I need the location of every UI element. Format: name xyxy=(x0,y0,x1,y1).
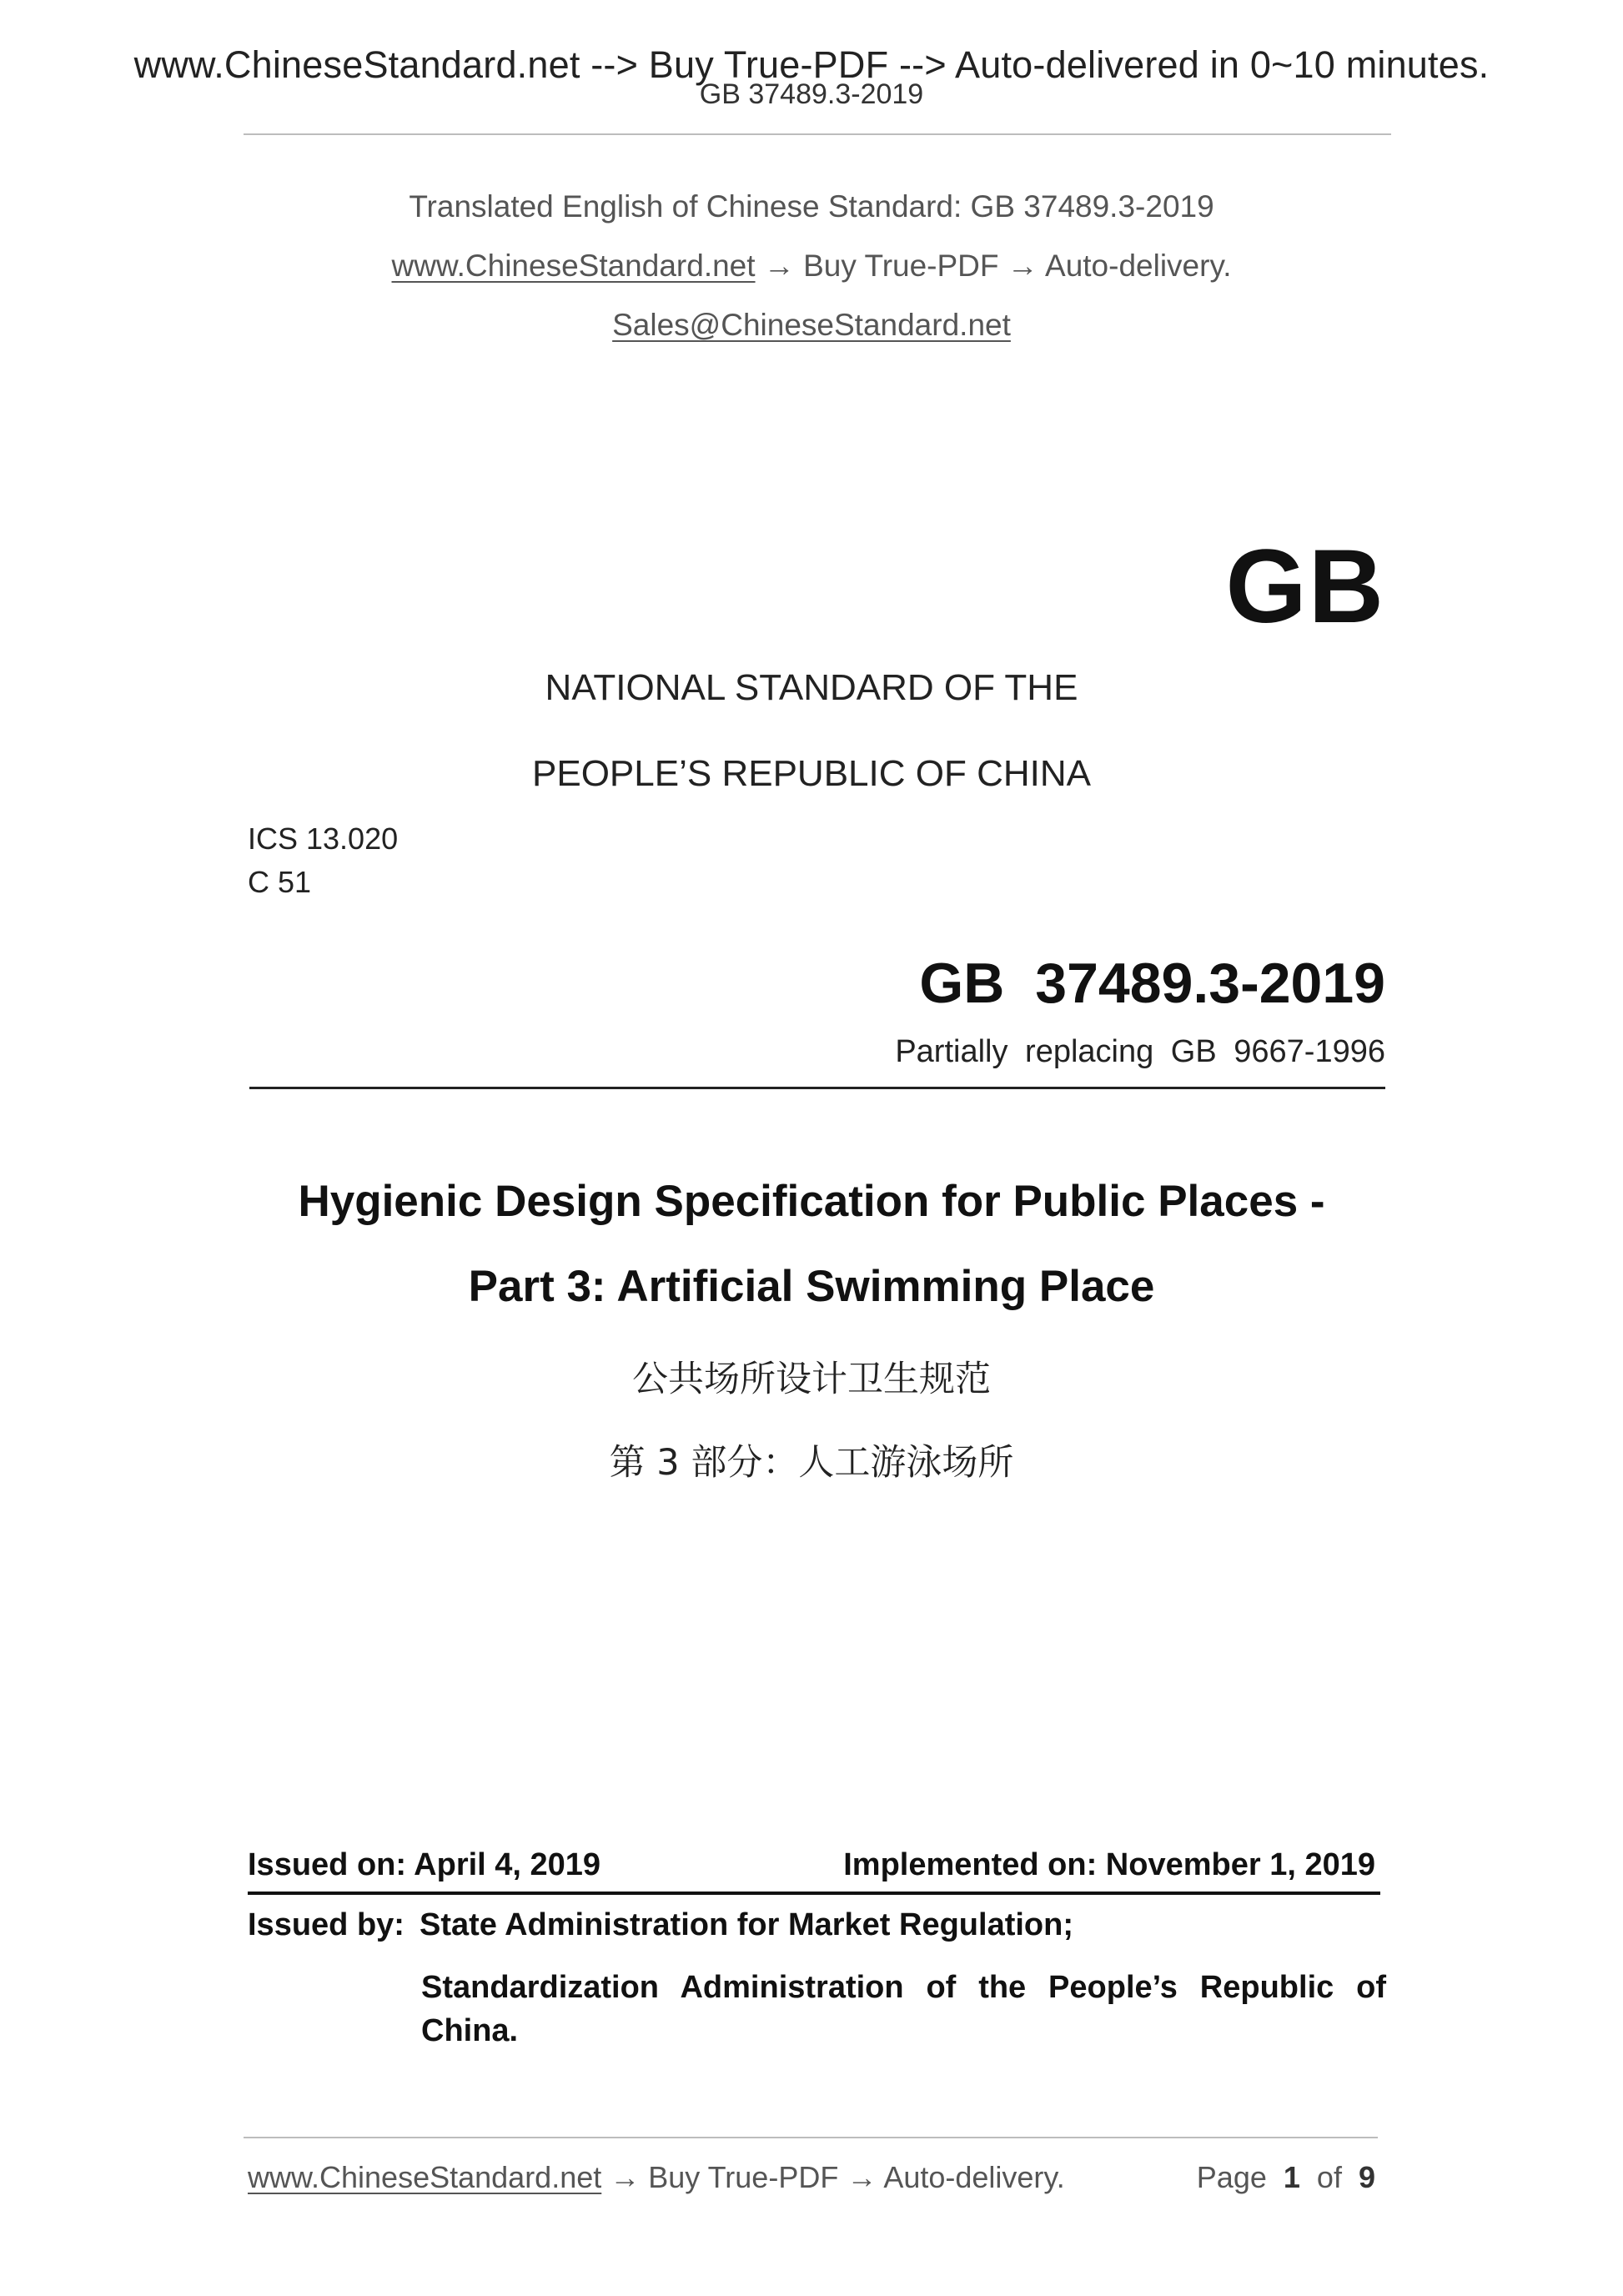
page-label: Page xyxy=(1196,2160,1267,2194)
title-english-line-2: Part 3: Artificial Swimming Place xyxy=(468,1262,1155,1311)
replacing-note: Partially replacing GB 9667-1996 xyxy=(895,1034,1385,1069)
header-divider xyxy=(244,133,1391,135)
standard-number: GB 37489.3-2019 xyxy=(919,952,1385,1015)
delivery-line xyxy=(0,249,1623,284)
issuing-authority-1: State Administration for Market Regulation; xyxy=(420,1907,1073,1942)
translated-line: Translated English of Chinese Standard: GB 37489.3-2019 xyxy=(409,189,1214,224)
footer-website-link[interactable]: www.ChineseStandard.net xyxy=(248,2160,602,2194)
issued-on-date: Issued on: April 4, 2019 xyxy=(248,1847,601,1882)
sales-email-link[interactable]: Sales@ChineseStandard.net xyxy=(612,308,1011,342)
title-chinese-line-2: 第 3 部分：人工游泳场所 xyxy=(609,1442,1014,1484)
page-total: 9 xyxy=(1358,2160,1375,2194)
ics-code: ICS 13.020 xyxy=(248,821,399,856)
page-current: 1 xyxy=(1283,2160,1300,2194)
footer-delivery-line xyxy=(248,2160,1065,2195)
issuing-authority-2: Standardization Administration of the People’s Republic of China. xyxy=(421,1970,1386,2048)
top-banner: www.ChineseStandard.net --> Buy True-PDF --> Auto-delivered in 0~10 minutes. xyxy=(133,43,1490,86)
issue-divider xyxy=(248,1892,1380,1895)
gb-logo: GB xyxy=(1225,529,1385,645)
standard-number-divider xyxy=(249,1087,1385,1089)
ccs-code: C 51 xyxy=(248,865,312,899)
title-english-line-1: Hygienic Design Specification for Public Places - xyxy=(298,1177,1325,1226)
footer-delivery-text: → Buy True-PDF → Auto-delivery. xyxy=(601,2160,1065,2194)
sales-email-line xyxy=(0,308,1623,343)
website-link[interactable]: www.ChineseStandard.net xyxy=(391,249,756,283)
issued-by-label: Issued by: xyxy=(248,1907,404,1942)
delivery-text: → Buy True-PDF → Auto-delivery. xyxy=(755,249,1232,283)
page-indicator xyxy=(1197,2160,1375,2195)
running-header: GB 37489.3-2019 xyxy=(699,78,924,110)
implemented-on-date: Implemented on: November 1, 2019 xyxy=(843,1847,1375,1882)
page-of: of xyxy=(1316,2160,1342,2194)
national-standard-line-2: PEOPLE’S REPUBLIC OF CHINA xyxy=(532,753,1091,794)
national-standard-line-1: NATIONAL STANDARD OF THE xyxy=(545,667,1078,708)
footer-divider xyxy=(244,2137,1378,2138)
title-chinese-line-1: 公共场所设计卫生规范 xyxy=(632,1359,991,1400)
